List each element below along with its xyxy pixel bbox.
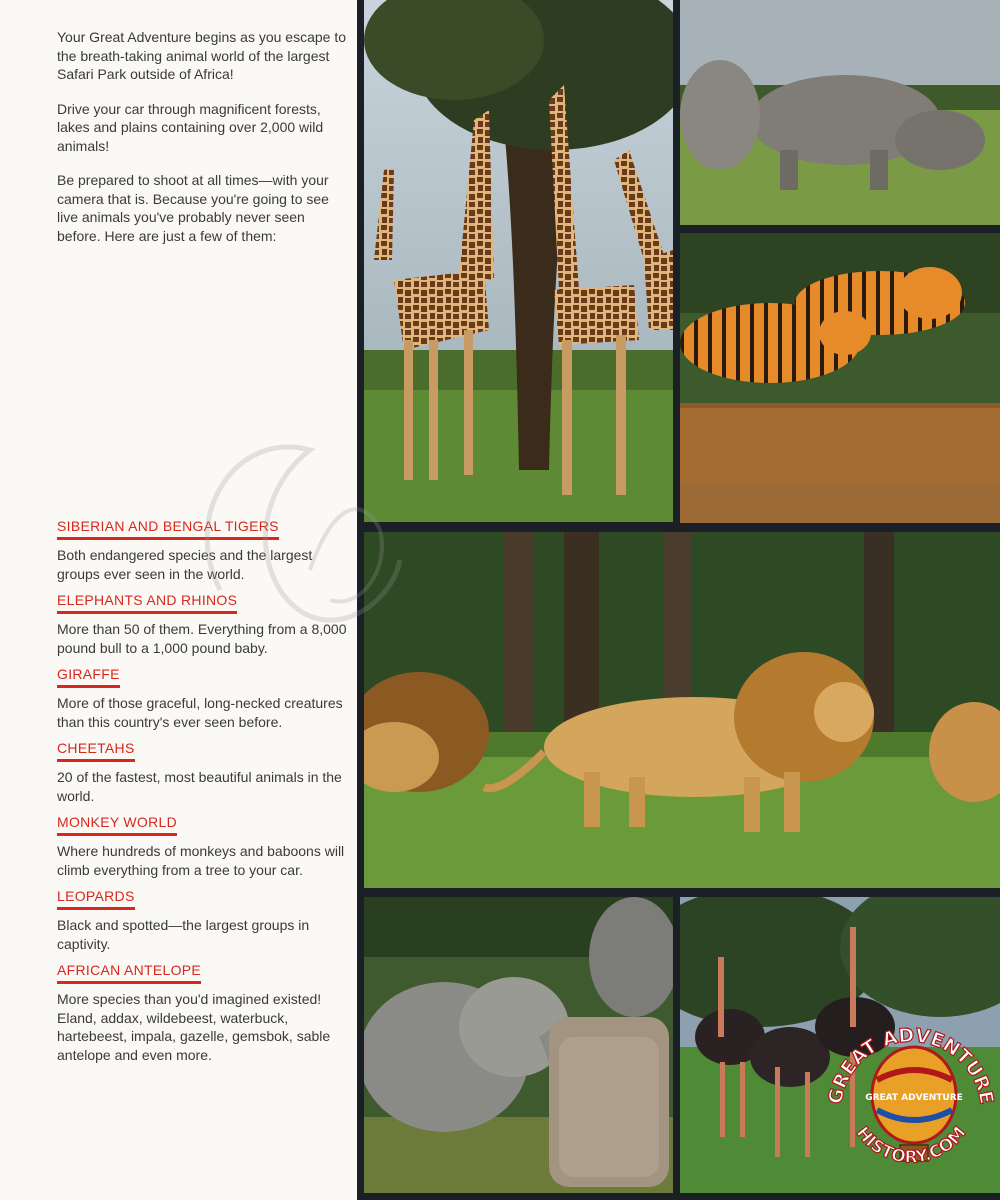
intro-paragraph-1: Your Great Adventure begins as you escape to the breath-taking animal world of the largest Safari Park outside of Africa! — [57, 29, 347, 82]
animal-heading: GIRAFFE — [57, 665, 120, 688]
animal-description: More of those graceful, long-necked creatures than this country's ever seen before. — [57, 695, 343, 730]
animal-heading: SIBERIAN AND BENGAL TIGERS — [57, 517, 279, 540]
great-adventure-history-logo — [822, 1000, 1000, 1178]
rhino-photo — [680, 0, 1000, 225]
tiger-photo — [680, 233, 1000, 523]
animal-description: Both endangered species and the largest groups ever seen in the world. — [57, 547, 313, 582]
elephant-photo — [364, 897, 673, 1193]
text-column — [0, 0, 358, 1200]
animal-leopards — [57, 887, 352, 953]
intro-paragraph-3: Be prepared to shoot at all times—with your camera that is. Because you're going to see live animals you've probably never seen before. Here are just a few of them: — [57, 172, 329, 244]
animal-list — [57, 517, 352, 1072]
animal-giraffe — [57, 665, 352, 731]
animal-antelope — [57, 961, 352, 1064]
logo-balloon-text: GREAT ADVENTURE — [865, 1093, 963, 1103]
animal-description: More species than you'd imagined existed! Eland, addax, wildebeest, waterbuck, hartebeest, impala, gazelle, gemsbok, sable antelope and even more. — [57, 991, 331, 1063]
intro-paragraph-2: Drive your car through magnificent forests, lakes and plains containing over 2,000 wild animals! — [57, 100, 324, 154]
animal-heading: ELEPHANTS AND RHINOS — [57, 591, 237, 614]
animal-heading: MONKEY WORLD — [57, 813, 177, 836]
animal-heading: CHEETAHS — [57, 739, 135, 762]
animal-description: 20 of the fastest, most beautiful animals in the world. — [57, 769, 342, 804]
lion-photo — [364, 532, 1000, 888]
animal-cheetahs — [57, 739, 352, 805]
logo-top-text: GREAT ADVENTURE — [824, 1024, 998, 1107]
animal-elephants-rhinos — [57, 591, 352, 657]
animal-description: More than 50 of them. Everything from a 8,000 pound bull to a 1,000 pound baby. — [57, 621, 347, 656]
animal-description: Black and spotted—the largest groups in captivity. — [57, 917, 310, 952]
animal-description: Where hundreds of monkeys and baboons will climb everything from a tree to your car. — [57, 843, 345, 878]
logo-bottom-text: HISTORY.COM — [851, 1122, 971, 1168]
animal-monkey-world — [57, 813, 352, 879]
animal-heading: AFRICAN ANTELOPE — [57, 961, 201, 984]
giraffe-photo — [364, 0, 673, 522]
intro-text — [57, 28, 347, 261]
animal-heading: LEOPARDS — [57, 887, 135, 910]
animal-tigers — [57, 517, 352, 583]
